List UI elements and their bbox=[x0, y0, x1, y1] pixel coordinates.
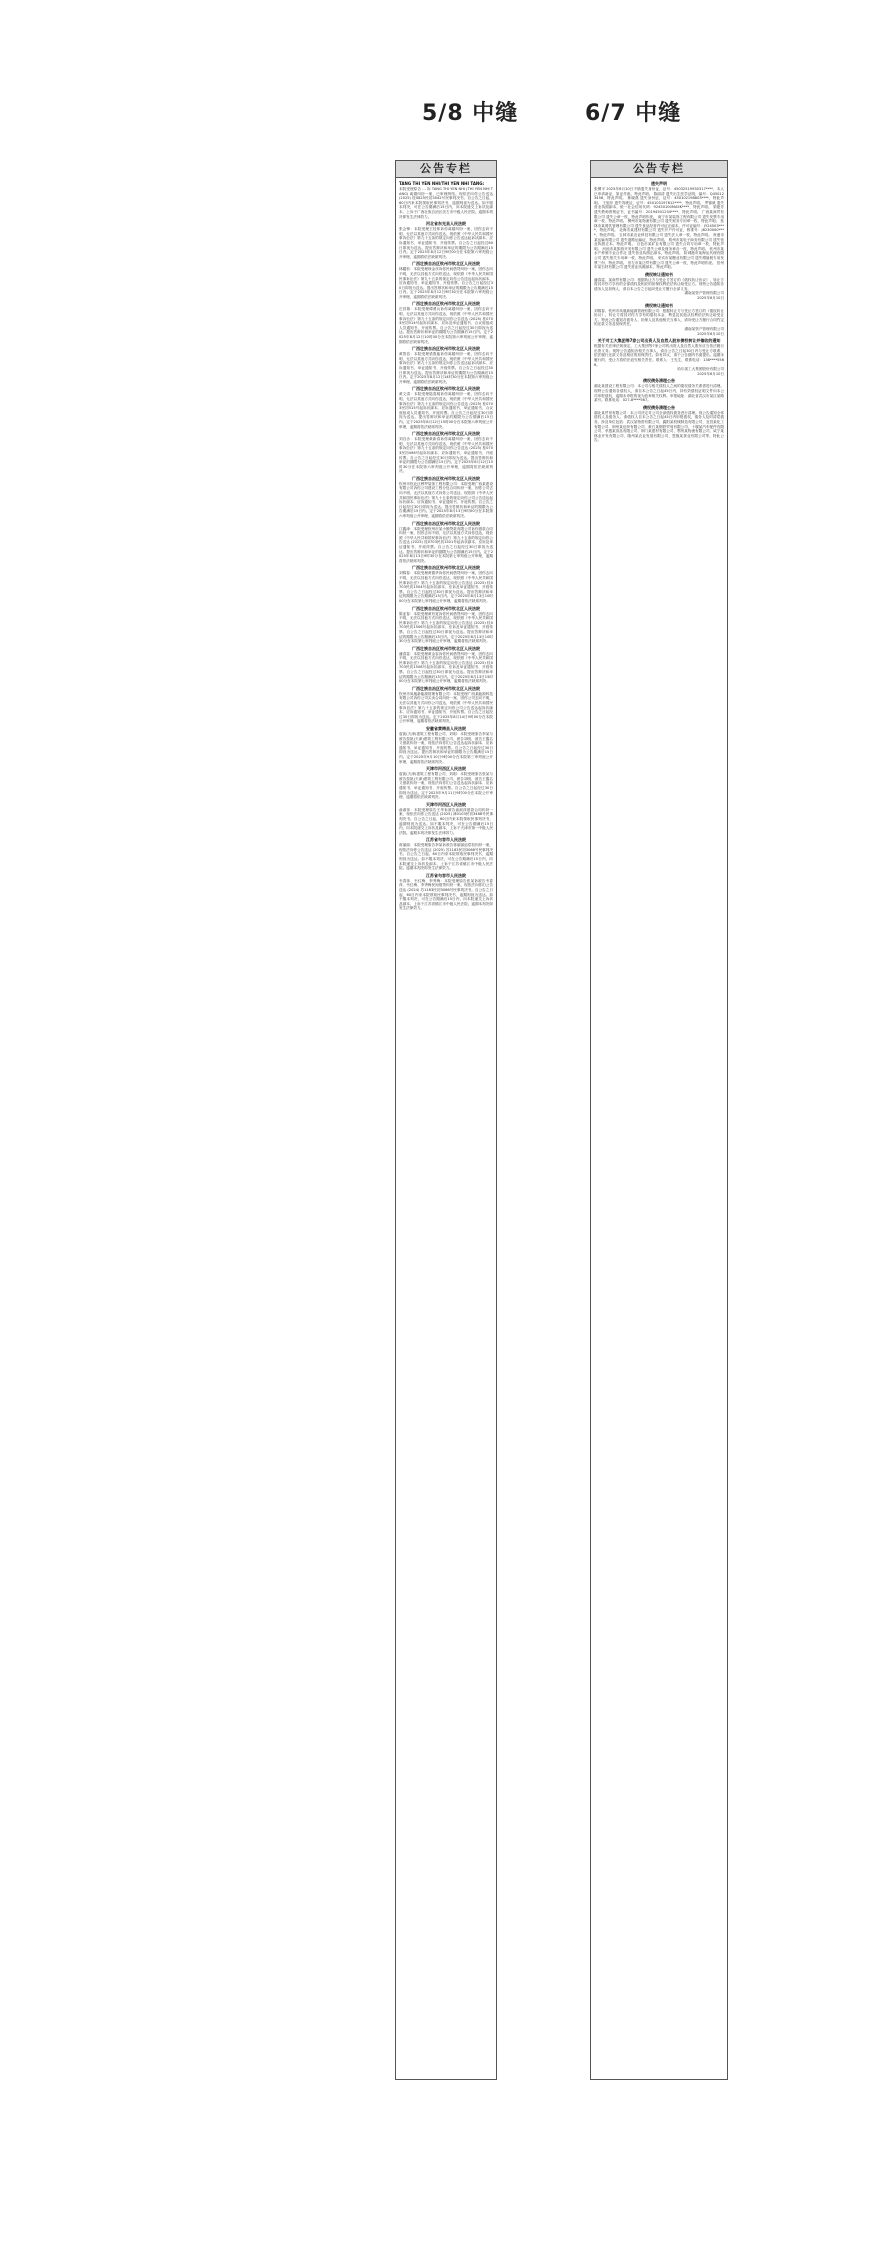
court-notice bbox=[399, 261, 493, 299]
court-notice-body: 黄文清：本院受理陆春桃诉你离婚纠纷一案，因你去向不明，无法以其他方式向你送达，现依照《中华人民共和国民事诉讼法》第九十五条的规定向你公告送达 (2025) 桂0703民初515号起诉状副本、应诉通知书、举证通知书、合议庭组成人员通知书、开庭传票。自公告之日起经过30日即视为送达。提出答辩状和举证的期限为公告期满后15日内。定于2025年8月12日15时00分在本院第六审判庭公开审理，逾期将依法缺席判决。 bbox=[399, 392, 493, 429]
court-name: 广西壮族自治区钦州市钦北区人民法院 bbox=[412, 261, 480, 267]
section-signature: 2025年6月10日 bbox=[697, 331, 724, 336]
court-name: 广西壮族自治区钦州市钦北区人民法院 bbox=[412, 605, 480, 611]
court-name: 广西壮族自治区钦州市钦北区人民法院 bbox=[412, 475, 480, 481]
court-notice bbox=[399, 386, 493, 429]
court-name: 安徽省黄梅县人民法院 bbox=[426, 726, 466, 731]
court-notice bbox=[399, 686, 493, 724]
court-name: 广西壮族自治区钦州市钦北区人民法院 bbox=[412, 520, 480, 526]
court-notice bbox=[399, 476, 493, 519]
section-signature: 湖南某资产管理有限公司 bbox=[684, 327, 724, 332]
right-notice-section bbox=[594, 378, 724, 402]
court-notice-body: 蒋丽丽：本院受理原告李某诉被告蒋丽丽追偿权纠纷一案，现依法向你公告送达 (2025) 苏1183民初3066号民事判决书。自公告之日起，60日内来本院领取民事判决书，逾期则视为送达。如不服本判决，可在公告期满后15日内，向本院递交上诉状及副本，上诉于江苏省镇江市中级人民法院。逾期本判决即发生法律效力。 bbox=[399, 843, 493, 871]
section-heading: 债权转让通知书 bbox=[645, 271, 673, 277]
right-page-title: 6/7 中缝 bbox=[585, 101, 682, 126]
court-notice bbox=[399, 646, 493, 684]
court-notice bbox=[399, 521, 493, 564]
section-heading: 债权转让通知书 bbox=[645, 302, 673, 308]
court-notice bbox=[399, 873, 493, 911]
court-notice bbox=[399, 221, 493, 259]
court-notice bbox=[399, 726, 493, 764]
court-notice-body: 江鑫涛：本院受理钦州市某小额贷款有限公司诉你借款合同纠纷一案，因你去向不明，无法以其他方式向你送达，现依照《中华人民共和国民事诉讼法》第九十五条的规定向你公告送达 (2025) 桂0703民初1501号起诉状副本、应诉及举证通知书、开庭传票。自公告之日起经过30日即视为送达。提出答辩状和举证的期限为公告期满后15日内。定于2025年8月13日9时30分在本院第七审判庭公开审理，逾期将依法缺席判决。 bbox=[399, 526, 493, 563]
intro-notice-body: 本院受理原告 … 诉 TANG THI YEN NHI (THI YEN NHI TANG) 离婚纠纷一案，已审理终结。现依法向你公告送达 (2025) 桂0825民初3042号民事判决书。自公告之日起，60日内来本院领取民事判决书，逾期则视为送达。如不服本判决，可在公告期满后15日内，向本院递交上诉状及副本，上诉于广西壮族自治区崇左市中级人民法院。逾期本判决即发生法律效力。 bbox=[399, 187, 493, 219]
right-column-body bbox=[591, 178, 727, 447]
court-name: 广西壮族自治区钦州市钦北区人民法院 bbox=[412, 685, 480, 691]
section-heading: 债权债务清理公告 bbox=[643, 404, 675, 410]
right-column-header: 公告专栏 bbox=[591, 161, 727, 178]
court-notice bbox=[399, 837, 493, 871]
court-notice-body: 韦春萍、韦红梅、李秀梅：本院受理原告张某诉被告韦春萍、韦红梅、李秀梅民间借贷纠纷一案，现依法向你们公告送达 (2024) 苏1183民初3066号民事判决书。自公告之日起，60日内来本院领取民事判决书，逾期则视为送达。如不服本判决，可在公告期满后15日内，向本院递交上诉状及副本，上诉于江苏省镇江市中级人民法院。逾期本判决即发生法律效力。 bbox=[399, 878, 493, 911]
section-body: 湖北某贸易有限公司：本公司决定对公司全部债权债务进行清理。现公告通知全体债权人及债务人，请债权人自本公告之日起45日内申报债权，债务人及时清偿债务。涉及单位包括：武汉某物资有限公司、襄阳某机械制造有限公司、宜昌某化工有限公司、荆州某纺织有限公司、黄石某钢铁贸易有限公司、十堰某汽车配件有限公司、孝感某食品有限公司、荆门某建材有限公司、鄂州某物流有限公司、咸宁某林业开发有限公司、随州某农业发展有限公司、恩施某茶业有限公司等。特此公告。 bbox=[594, 410, 724, 443]
right-notice-section bbox=[594, 405, 724, 443]
court-notice bbox=[399, 802, 493, 836]
intro-notice bbox=[399, 181, 493, 219]
court-notice-body: 黄智容：本院受理梁胜能诉你离婚纠纷一案，因你去向不明，无法以其他方式向你送达，现依照《中华人民共和国民事诉讼法》第九十五条的规定向你公告送达起诉状副本、应诉通知书、举证通知书、开庭传票。自公告之日起经过30日即视为送达。提出答辩状和举证的期限为公告期满后15日内。定于2025年8月12日14时30分在本院第六审判庭公开审理，逾期将依法缺席判决。 bbox=[399, 352, 493, 384]
left-column-header: 公告专栏 bbox=[396, 161, 496, 178]
court-name: 天津市河西区人民法院 bbox=[426, 801, 466, 807]
court-notice bbox=[399, 301, 493, 344]
left-page-title: 5/8 中缝 bbox=[422, 101, 519, 126]
court-notice-body: 林疆松：本院受理徐金彦诉你民间借贷纠纷一案，因你去向不明，无法以其他方式向你送达，现依照《中华人民共和国民事诉讼法》第九十五条的规定向你公告送达起诉状副本、应诉通知书、举证通知书、开庭传票。自公告之日起经过30日即视为送达。提出答辩状和举证的期限为公告期满后15日内。定于2025年8月12日9时30分在本院第六审判庭公开审理，逾期将依法缺席判决。 bbox=[399, 267, 493, 299]
court-notice-body: 钦州市凤凰新能源管理有限公司：本院受理广西某能源科技有限公司诉你公司买卖合同纠纷一案，因你公司去向不明，无法以其他方式向你公司送达，现依照《中华人民共和国民事诉讼法》第九十五条的规定向你公司公告送达起诉状副本、应诉通知书、举证通知书、开庭传票。自公告之日起经过30日即视为送达。定于2025年8月14日9时00分在本院公开审理，逾期将依法缺席判决。 bbox=[399, 691, 493, 724]
court-notice bbox=[399, 766, 493, 800]
right-notice-section bbox=[594, 272, 724, 301]
court-name: 天津市河西区人民法院 bbox=[426, 766, 466, 772]
section-signature: 哈尔滨工大集团股份有限公司 bbox=[677, 367, 724, 372]
right-notice-section bbox=[594, 181, 724, 270]
court-notice-body: 詹凯(天津)建筑工程有限公司、刘明：本院受理原告李某与被告詹凯(天津)建筑工程有限公司、被告刘明、被告王鑫名义借款纠纷一案，现依法向你们公告送达起诉状副本、应诉通知书、举证通知书、开庭传票。自公告之日起经过30日即视为送达。提出答辩状和举证的期限为公告期满后15日内。定于2025年9月10日9时00分在本院第三审判庭公开审理，逾期将依法缺席判决。 bbox=[399, 732, 493, 764]
right-notice-column bbox=[590, 160, 728, 2080]
intro-notice-heading: TANG THI YEN NHI/THI YEN NHI TANG: bbox=[399, 181, 485, 186]
court-notice-body: 陈亚春：本院受理黄有宽诉你民间借贷纠纷一案，因你去向不明，无法以其他方式向你送达，现依照《中华人民共和国民事诉讼法》第九十五条的规定向你公告送达 (2025) 桂0703民初1506号起诉状副本、应诉及举证通知书、开庭传票。自公告之日起经过30日即视为送达。提出答辩状和举证的期限为公告期满后15日内。定于2025年8月13日10时30分在本院第七审判庭公开审理，逾期将依法缺席判决。 bbox=[399, 611, 493, 644]
court-name: 广西壮族自治区钦州市钦北区人民法院 bbox=[412, 565, 480, 571]
court-name: 广西壮族自治区钦州市钦北区人民法院 bbox=[412, 346, 480, 352]
right-notice-section bbox=[594, 338, 724, 376]
section-signature: 2025年6月10日 bbox=[697, 371, 724, 376]
court-notice bbox=[399, 565, 493, 603]
court-name: 广西壮族自治区钦州市钦北区人民法院 bbox=[412, 431, 480, 437]
court-notice bbox=[399, 606, 493, 644]
right-notice-section bbox=[594, 303, 724, 337]
section-body: 根据有关法律法规规定，工大集团等7家公司的出资人及自然人股东应当依法履行出资义务。现特公告通知各相关当事人，请自公告之日起30日内与受让方联系，依法履行还款义务及相应的担保责任。如有异议，请于公告期内书面提出。逾期未履行的，受让方将依法追究相关责任。联系人：王先生，联系电话：138****5566。 bbox=[594, 344, 724, 367]
court-name: 江苏省句容市人民法院 bbox=[426, 837, 466, 843]
court-name: 河北省东光县人民法院 bbox=[426, 221, 466, 227]
section-signature: 湖南某资产管理有限公司 bbox=[684, 291, 724, 296]
court-notice-body: 张会锋：本院受理王桂休诉你离婚纠纷一案，因你去向不明，无法以其他方式向你送达，现依照《中华人民共和国民事诉讼法》第九十五条的规定向你公告送达起诉状副本、应诉通知书、举证通知书、开庭传票。自公告之日起经过60日即视为送达。提出答辩状和举证的期限为公告期满后15日内。定于2025年8月12日9时00分在本院第六审判庭公开审理，逾期将依法缺席判决。 bbox=[399, 227, 493, 259]
court-name: 广西壮族自治区钦州市钦北区人民法院 bbox=[412, 386, 480, 392]
court-notice-body: 庄昌雄：本院受理谭勇兵诉你离婚纠纷一案，因你去向不明，无法以其他方式向你送达，现依照《中华人民共和国民事诉讼法》第九十五条的规定向你公告送达 (2025) 桂0703民初514号起诉状副本、应诉及举证通知书、合议庭组成人员通知书、开庭传票。自公告之日起经过30日即视为送达。提出答辩状和举证的期限为公告期满后15日内。定于2025年8月12日10时00分在本院第六审判庭公开审理，逾期将依法缺席判决。 bbox=[399, 307, 493, 344]
court-notice bbox=[399, 346, 493, 384]
section-body: 张柳平 2025年6月10日不慎遗失身份证，证号：45032519930317****，本人已申请新证，原证作废。特此声明。 陈丽清 遗失出生医学证明，编号：Q450123456，特此声明。 林晓燕 遗失身份证，证号：450102198803****，特此声明。 王旭东 遗失驾驶证，证号：450103197612****，特此声明。 罗锦威 遗失营业执照副本，统一社会信用代码：92450100MA5K****，特此声明。 梁艳芳 遗失教师资格证书，证书编号：20194501234****，特此声明。 广西某商贸有限公司 遗失公章一枚，特此声明作废。 南宁市某装饰工程有限公司 遗失发票专用章一枚，特此声明。 柳州市某物流有限公司 遗失财务专用章一枚，特此声明。 桂林市某餐饮管理有限公司 遗失食品经营许可证正副本，许可证编号：JY24503****，特此声明。 北海市某建材有限公司 遗失开户许可证，核准号：J6230000****，特此声明。 玉林市某农业科技有限公司 遗失法人章一枚，特此声明。 贵港市某运输有限公司 遗失道路运输证，特此声明。 梧州市某电子商务有限公司 遗失营业执照正本，特此声明。 百色市某矿业有限公司 遗失合同专用章一枚，特此声明。 河池市某旅游开发有限公司 遗失公章及财务章各一枚，特此声明。 钦州市某水产养殖专业合作社 遗失营业执照正副本，特此声明。 防城港市某海运代理有限公司 遗失报关专用章一枚，特此声明。 来宾市某糖业有限公司 遗失增值税专用发票三份，特此声明。 崇左市某边贸有限公司 遗失公章一枚，特此声明作废。 贺州市某石材有限公司 遗失营业执照副本，特此声明。 bbox=[594, 187, 724, 270]
court-notice-body: 钦州市钦北区穆罗装饰工程有限公司：本院受理广西某建设有限公司诉你公司建设工程分包合同纠纷一案，因你公司去向不明，无法以其他方式向你公司送达，现依照《中华人民共和国民事诉讼法》第九十五条的规定向你公司公告送达起诉状副本、应诉通知书、举证通知书、开庭传票。自公告之日起经过30日即视为送达。提出答辩状和举证的期限为公告期满后15日内。定于2025年8月13日9时00分在本院第六审判庭公开审理，逾期将依法缺席判决。 bbox=[399, 481, 493, 519]
section-body: 潘春雷、某商贸有限公司：根据转让方与受让方签订的《债权转让协议》，转让方将其对你方享有的全部债权及相应的担保权利依法转让给受让方。现特公告通知各债务人及担保人，请自本公告之日起向受让方履行全部义务。 bbox=[594, 277, 724, 291]
left-column-body bbox=[396, 178, 496, 915]
court-notice-body: 刘锦春：本院受理黄德华诉你民间借贷纠纷一案，因你去向不明，无法以其他方式向你送达，现依照《中华人民共和国民事诉讼法》第九十五条的规定向你公告送达 (2025) 桂0703民初1504号起诉状副本、应诉及举证通知书、开庭传票。自公告之日起经过30日即视为送达。提出答辩状和举证的期限为公告期满后15日内。定于2025年8月13日10时00分在本院第七审判庭公开审理，逾期将依法缺席判决。 bbox=[399, 571, 493, 603]
left-notice-column bbox=[395, 160, 497, 2080]
section-heading: 遗失声明 bbox=[651, 181, 667, 186]
section-signature: 2025年6月10日 bbox=[697, 296, 724, 301]
section-heading: 关于对工大集团等7家公司出资人及自然人股东债权转让并催收的通知 bbox=[597, 338, 721, 344]
court-notice-body: 潘春雷：本院受理黄金容诉你民间借贷纠纷一案，因你去向不明，无法以其他方式向你送达，现依照《中华人民共和国民事诉讼法》第九十五条的规定向你公告送达 (2025) 桂0703民初1508号起诉状副本、应诉及举证通知书、开庭传票。自公告之日起经过30日即视为送达。提出答辩状和举证的期限为公告期满后15日内。定于2025年8月13日15时00分在本院第七审判庭公开审理，逾期将依法缺席判决。 bbox=[399, 651, 493, 684]
court-notice-body: 刘自沙：本院受理黄新春诉你离婚纠纷一案，因你去向不明，无法以其他方式向你送达，现依照《中华人民共和国民事诉讼法》第九十五条的规定向你公告送达 (2025) 桂0703民初498号起诉状副本、应诉通知书、举证通知书、开庭传票。自公告之日起经过30日即视为送达。提出答辩状和举证的期限为公告期满后15日内。定于2025年8月12日15时30分在本院第六审判庭公开审理，逾期将依法缺席判决。 bbox=[399, 437, 493, 474]
section-heading: 债权债务清理公告 bbox=[643, 378, 675, 384]
court-notice bbox=[399, 431, 493, 474]
court-name: 广西壮族自治区钦州市钦北区人民法院 bbox=[412, 645, 480, 651]
court-name: 广西壮族自治区钦州市钦北区人民法院 bbox=[412, 301, 480, 307]
court-notice-body: 詹凯(天津)建筑工程有限公司、刘明：本院受理原告张某与被告詹凯(天津)建筑工程有限公司、被告刘明、被告王鑫名义借款纠纷一案，现依法向你们公告送达起诉状副本、应诉通知书、举证通知书、开庭传票。自公告之日起经过30日即视为送达。定于2025年9月11日9时00分在本院公开审理，逾期将依法缺席判决。 bbox=[399, 772, 493, 800]
court-notice-body: 俞淑萍：本院受理原告王华诉被告俞淑萍借款合同纠纷一案，现依法向你公告送达 (2025) 津0103民初3468号民事判决书。自公告之日起，60日内来本院领取民事判决书，逾期则视为送达。如不服本判决，可在公告期满后15日内，向本院递交上诉状及副本，上诉于天津市第一中级人民法院。逾期本判决即发生法律效力。 bbox=[399, 807, 493, 835]
section-body: 湖北某建设工程有限公司：本公司与相关债权人之间的债权债务关系需进行清理。现特公告通知各债权人，请自本公告之日起45日内，持有效债权证明文件向本公司申报债权，逾期未申报的视为放弃相关权利。申报地址：湖北省武汉市某区某路某号。联系电话：027-8****567。 bbox=[594, 384, 724, 403]
court-name: 江苏省句容市人民法院 bbox=[426, 872, 466, 878]
section-body: 刘锦春、钦州市凤凰新能源管理有限公司：根据转让方与受让方签订的《债权转让协议》，转让方将其对你方享有的债权本金、利息及其他从权利依法转让给受让方。特此公告通知各债务人、担保人及其他相关当事人，请向受让方履行合同约定的还款义务及担保责任。 bbox=[594, 308, 724, 327]
